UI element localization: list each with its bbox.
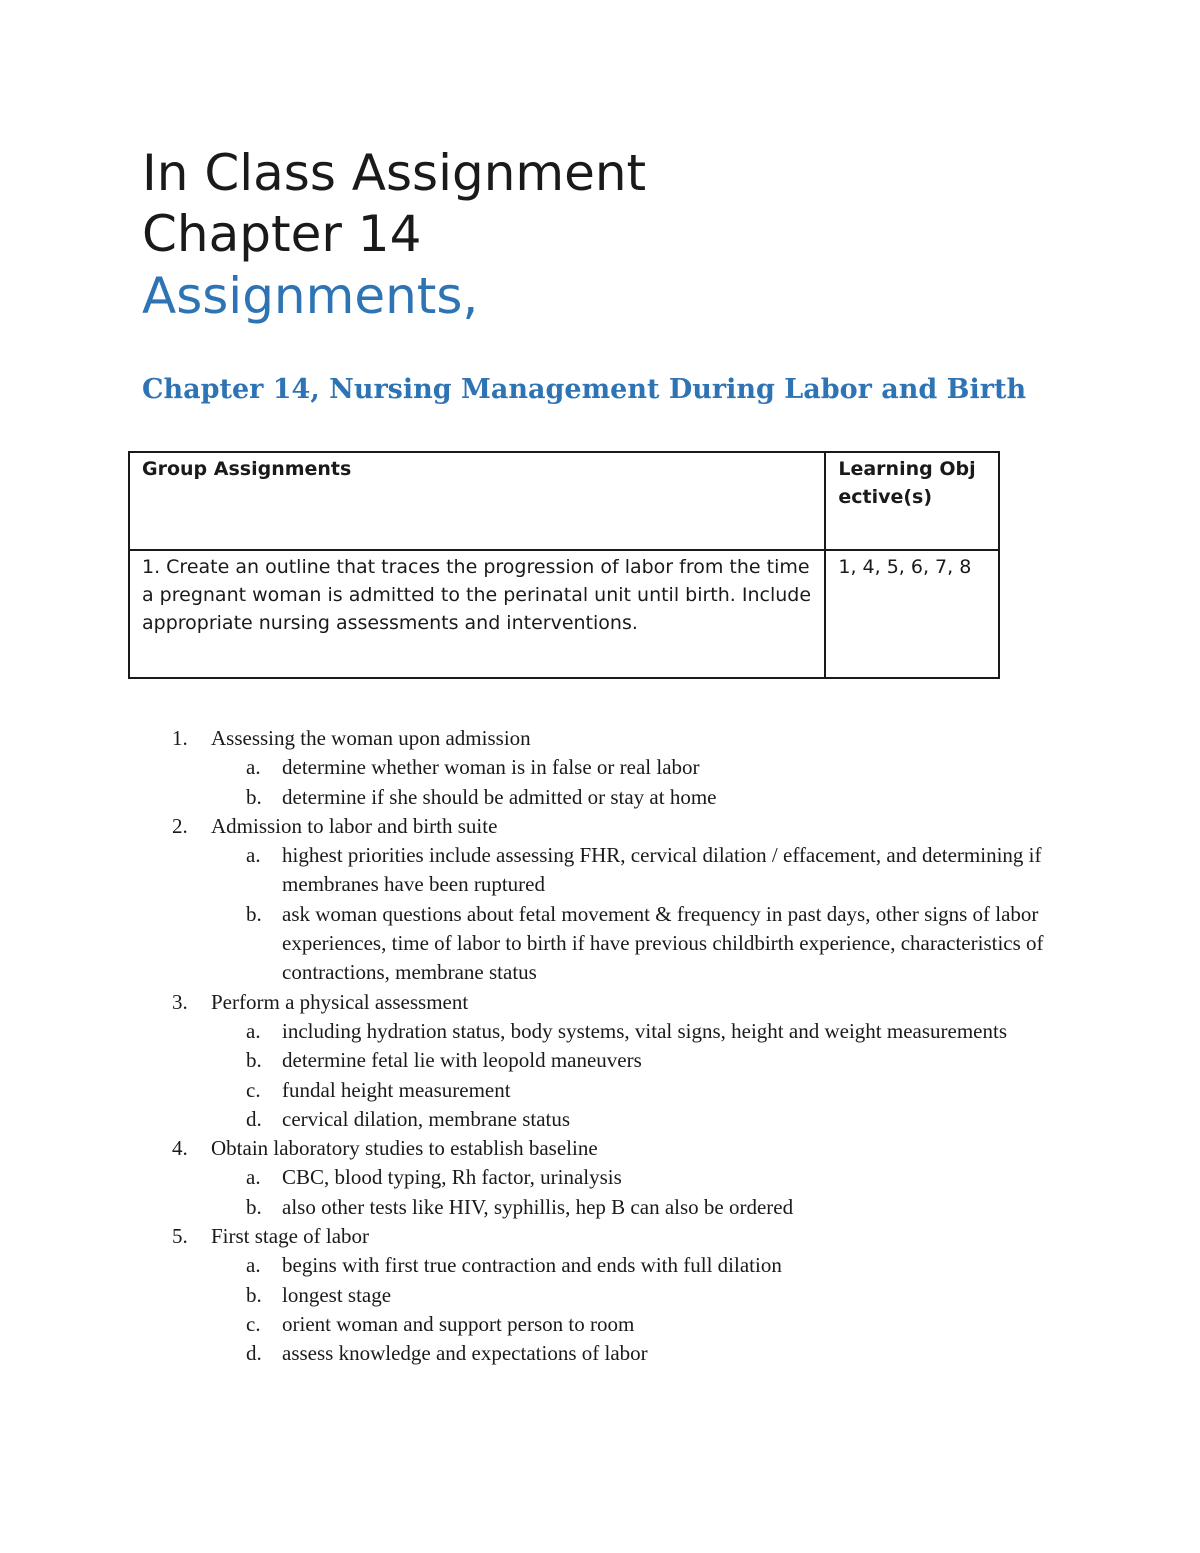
- subitem-letter: b.: [246, 784, 262, 809]
- subitem-text: also other tests like HIV, syphillis, hep B can also be ordered: [282, 1194, 794, 1219]
- outline-item: [172, 812, 1072, 841]
- outline-subitem: [172, 841, 1072, 900]
- document-subtitle: Assignments,: [142, 267, 479, 325]
- outline-subitem: [172, 1281, 1072, 1310]
- outline-subitem: [172, 783, 1072, 812]
- item-text: Admission to labor and birth suite: [211, 813, 498, 838]
- outline-list: [172, 724, 1072, 1369]
- outline-subitem: [172, 1339, 1072, 1368]
- item-number: 2.: [172, 813, 188, 838]
- subitem-text: cervical dilation, membrane status: [282, 1106, 571, 1131]
- outline-subitem: [172, 1105, 1072, 1134]
- outline-item: [172, 1134, 1072, 1163]
- item-text: Assessing the woman upon admission: [211, 726, 531, 750]
- subitem-letter: a.: [246, 843, 261, 868]
- outline-item: [172, 988, 1072, 1017]
- subitem-text: orient woman and support person to room: [282, 1311, 635, 1336]
- objectives-cell: 1, 4, 5, 6, 7, 8: [825, 550, 999, 678]
- subitem-letter: b.: [246, 1048, 262, 1073]
- outline-subitem: [172, 1017, 1072, 1046]
- subitem-letter: d.: [246, 1341, 262, 1366]
- subitem-letter: a.: [246, 755, 261, 780]
- item-number: 3.: [172, 989, 188, 1014]
- outline-subitem: [172, 753, 1072, 782]
- subitem-letter: c.: [246, 1077, 261, 1102]
- item-text: First stage of labor: [211, 1224, 370, 1249]
- subitem-letter: a.: [246, 1018, 261, 1043]
- item-number: 4.: [172, 1136, 188, 1161]
- item-text: Obtain laboratory studies to establish baseline: [211, 1136, 598, 1161]
- subitem-text: CBC, blood typing, Rh factor, urinalysis: [282, 1165, 622, 1190]
- outline-item: [172, 1222, 1072, 1251]
- subitem-text: assess knowledge and expectations of labor: [282, 1341, 648, 1366]
- subitem-text: determine if she should be admitted or stay at home: [282, 784, 717, 809]
- subitem-letter: c.: [246, 1311, 261, 1336]
- item-number: 5.: [172, 1224, 188, 1249]
- table-header-row: [129, 452, 999, 550]
- outline-subitem: [172, 1310, 1072, 1339]
- subitem-letter: a.: [246, 1165, 261, 1190]
- subitem-text: determine whether woman is in false or real labor: [282, 755, 700, 780]
- table-row: [129, 550, 999, 678]
- chapter-heading: Chapter 14, Nursing Management During Labor and Birth: [142, 374, 1027, 405]
- outline-subitem: [172, 900, 1072, 988]
- subitem-text: including hydration status, body systems, vital signs, height and weight measurements: [282, 1018, 1007, 1043]
- subitem-letter: b.: [246, 1194, 262, 1219]
- outline-item: [172, 724, 1072, 753]
- outline-subitem: [172, 1163, 1072, 1192]
- outline-subitem: [172, 1193, 1072, 1222]
- assignment-cell: 1. Create an outline that traces the progression of labor from the time a pregnant woman is admitted to the perinatal unit until birth. Include appropriate nursing assessments and interventions.: [129, 550, 825, 678]
- document-chapter: Chapter 14: [142, 205, 422, 263]
- subitem-text: begins with first true contraction and ends with full dilation: [282, 1253, 782, 1278]
- header-learning-objectives: Learning Objective(s): [825, 452, 999, 550]
- header-group-assignments: Group Assignments: [129, 452, 825, 550]
- subitem-text: longest stage: [282, 1282, 392, 1307]
- subitem-letter: b.: [246, 901, 262, 926]
- subitem-letter: d.: [246, 1106, 262, 1131]
- assignment-table: [128, 451, 1000, 679]
- outline-subitem: [172, 1251, 1072, 1280]
- subitem-letter: a.: [246, 1253, 261, 1278]
- subitem-letter: b.: [246, 1282, 262, 1307]
- outline-subitem: [172, 1046, 1072, 1075]
- outline-subitem: [172, 1076, 1072, 1105]
- item-number: 1.: [172, 726, 188, 750]
- item-text: Perform a physical assessment: [211, 989, 469, 1014]
- subitem-text: fundal height measurement: [282, 1077, 511, 1102]
- subitem-text: ask woman questions about fetal movement & frequency in past days, other signs of labor experiences, time of labor to birth if have previous childbirth experience, characteristics of contractions, membrane status: [282, 901, 1044, 985]
- subitem-text: highest priorities include assessing FHR, cervical dilation / effacement, and determining if membranes have been ruptured: [282, 843, 1042, 897]
- subitem-text: determine fetal lie with leopold maneuvers: [282, 1048, 642, 1073]
- document-title: In Class Assignment: [142, 144, 647, 202]
